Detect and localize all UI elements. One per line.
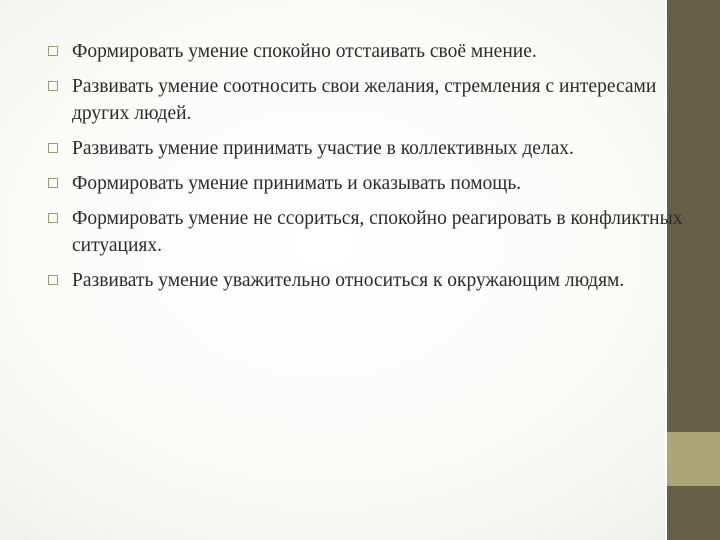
side-decor-accent xyxy=(667,432,720,486)
list-item xyxy=(48,205,688,259)
list-item-text: Формировать умение принимать и оказывать помощь. xyxy=(72,173,522,194)
list-item-text: Формировать умение спокойно отстаивать своё мнение. xyxy=(72,41,537,62)
hollow-square-bullet-icon xyxy=(48,143,58,153)
bullet-list xyxy=(48,38,688,302)
hollow-square-bullet-icon xyxy=(48,213,58,223)
list-item-text: Развивать умение соотносить свои желания, стремления с интересами других людей. xyxy=(72,76,657,124)
list-item xyxy=(48,135,688,162)
hollow-square-bullet-icon xyxy=(48,178,58,188)
hollow-square-bullet-icon xyxy=(48,46,58,56)
hollow-square-bullet-icon xyxy=(48,81,58,91)
hollow-square-bullet-icon xyxy=(48,275,58,285)
list-item xyxy=(48,38,688,65)
list-item-text: Формировать умение не ссориться, спокойно реагировать в конфликтных ситуациях. xyxy=(72,208,683,256)
list-item-text: Развивать умение принимать участие в коллективных делах. xyxy=(72,138,574,159)
list-item xyxy=(48,267,688,294)
list-item xyxy=(48,73,688,127)
list-item xyxy=(48,170,688,197)
list-item-text: Развивать умение уважительно относиться к окружающим людям. xyxy=(72,270,625,291)
